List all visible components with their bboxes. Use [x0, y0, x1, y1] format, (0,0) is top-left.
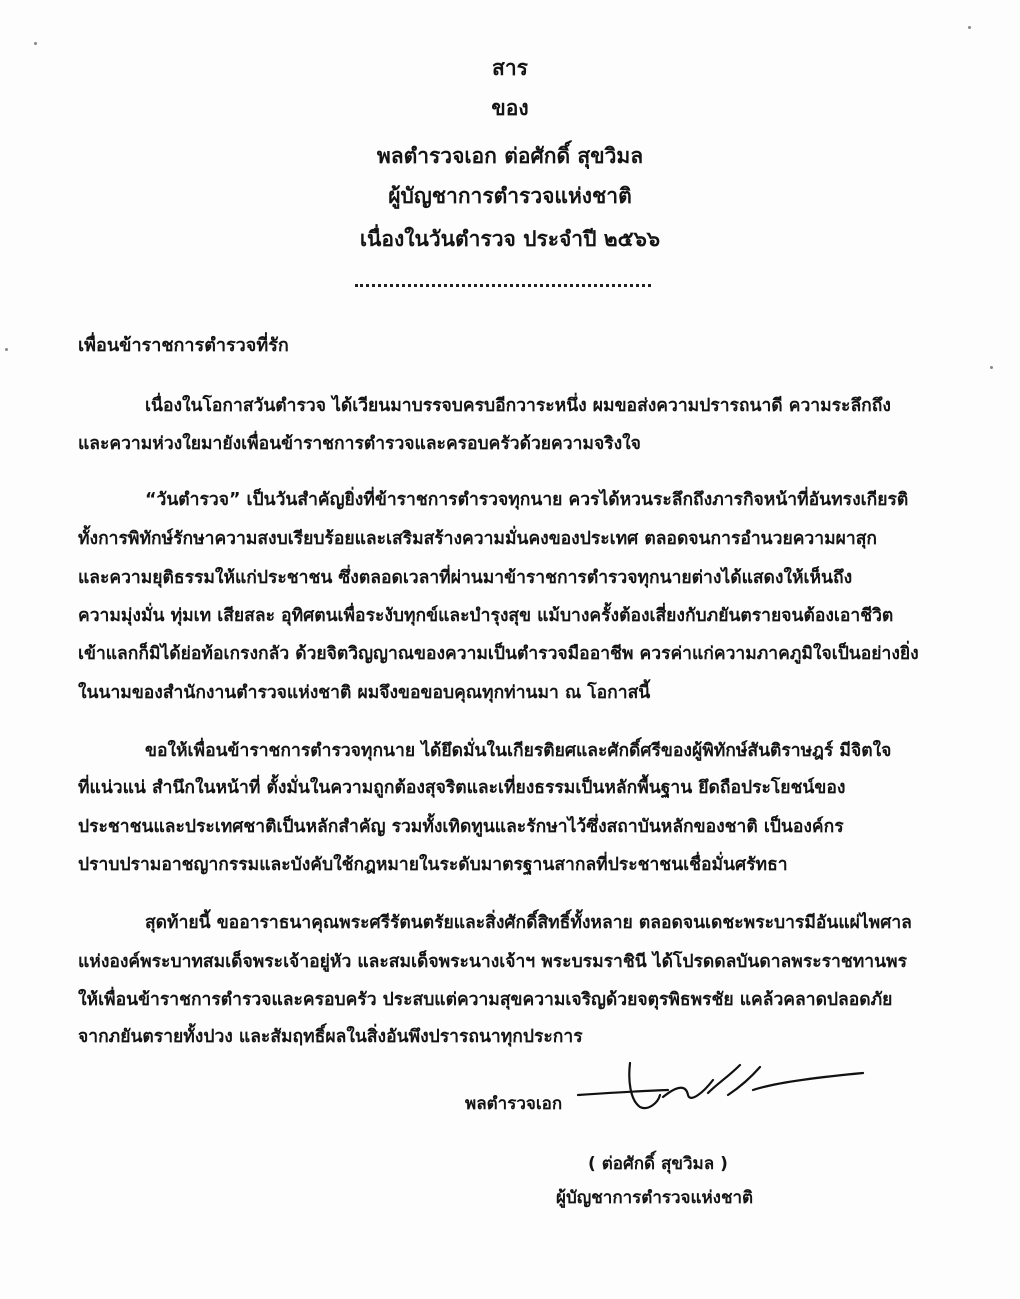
body-line: เนื่องในโอกาสวันตำรวจ ได้เวียนมาบรรจบครบอีกวาระหนึ่ง ผมขอส่งความปรารถนาดี ความระลึกถึง: [145, 396, 891, 416]
scan-speck: [990, 366, 993, 369]
body-line: แห่งองค์พระบาทสมเด็จพระเจ้าอยู่หัว และสมเด็จพระนางเจ้าฯ พระบรมราชินี ได้โปรดดลบันดาลพระราชทานพร: [78, 952, 907, 972]
handwritten-signature: [568, 1045, 868, 1135]
header-sender-name: พลตำรวจเอก ต่อศักดิ์ สุขวิมล: [376, 144, 644, 168]
body-line: และความยุติธรรมให้แก่ประชาชน ซึ่งตลอดเวลาที่ผ่านมาข้าราชการตำรวจทุกนายต่างได้แสดงให้เห็นถึง: [78, 568, 853, 588]
salutation: เพื่อนข้าราชการตำรวจที่รัก: [78, 335, 289, 356]
body-line: สุดท้ายนี้ ขออาราธนาคุณพระศรีรัตนตรัยและสิ่งศักดิ์สิทธิ์ทั้งหลาย ตลอดจนเดชะพระบารมีอันแผ่ไพศาล: [145, 913, 912, 933]
body-line: ให้เพื่อนข้าราชการตำรวจและครอบครัว ประสบแต่ความสุขความเจริญด้วยจตุรพิธพรชัย แคล้วคลาดปลอดภัย: [78, 990, 893, 1010]
body-line: และความห่วงใยมายังเพื่อนข้าราชการตำรวจและครอบครัวด้วยความจริงใจ: [78, 434, 641, 454]
body-line: ที่แน่วแน่ สำนึกในหน้าที่ ตั้งมั่นในความถูกต้องสุจริตและเที่ยงธรรมเป็นหลักพื้นฐาน ยึดถือประโยชน์ของ: [78, 778, 846, 798]
body-line: ทั้งการพิทักษ์รักษาความสงบเรียบร้อยและเสริมสร้างความมั่นคงของประเทศ ตลอดจนการอำนวยความผาสุก: [78, 529, 877, 549]
body-line: ขอให้เพื่อนข้าราชการตำรวจทุกนาย ได้ยึดมั่นในเกียรติยศและศักดิ์ศรีของผู้พิทักษ์สันติราษฎร์ มีจิตใจ: [145, 741, 892, 761]
body-line: เข้าแลกก็มิได้ย่อท้อเกรงกลัว ด้วยจิตวิญญาณของความเป็นตำรวจมืออาชีพ ควรค่าแก่ความภาคภูมิใจเป็นอย่างยิ่ง: [78, 644, 919, 664]
dotted-divider: [355, 284, 651, 287]
header-sender-position: ผู้บัญชาการตำรวจแห่งชาติ: [388, 184, 632, 208]
body-line: ปราบปรามอาชญากรรมและบังคับใช้กฎหมายในระดับมาตรฐานสากลที่ประชาชนเชื่อมั่นศรัทธา: [78, 855, 788, 875]
header-of: ของ: [491, 96, 529, 120]
body-line: จากภยันตรายทั้งปวง และสัมฤทธิ์ผลในสิ่งอันพึงปรารถนาทุกประการ: [78, 1027, 583, 1047]
header-title: สาร: [492, 56, 528, 80]
signature-name: ( ต่อศักดิ์ สุขวิมล ): [588, 1154, 728, 1174]
scan-speck: [5, 348, 8, 351]
body-line: ความมุ่งมั่น ทุ่มเท เสียสละ อุทิศตนเพื่อระงับทุกข์และบำรุงสุข แม้บางครั้งต้องเสี่ยงกับภยันตรายจนต้องเอาชีวิต: [78, 606, 894, 626]
scan-speck: [968, 26, 971, 29]
header-occasion: เนื่องในวันตำรวจ ประจำปี ๒๕๖๖: [359, 227, 661, 251]
scan-speck: [34, 42, 37, 45]
body-line: ในนามของสำนักงานตำรวจแห่งชาติ ผมจึงขอขอบคุณทุกท่านมา ณ โอกาสนี้: [78, 683, 651, 703]
body-line: ประชาชนและประเทศชาติเป็นหลักสำคัญ รวมทั้งเทิดทูนและรักษาไว้ซึ่งสถาบันหลักของชาติ เป็นองค์กร: [78, 817, 844, 837]
signature-rank: พลตำรวจเอก: [465, 1094, 563, 1114]
signature-position: ผู้บัญชาการตำรวจแห่งชาติ: [556, 1188, 754, 1208]
body-line: “วันตำรวจ” เป็นวันสำคัญยิ่งที่ข้าราชการตำรวจทุกนาย ควรได้หวนระลึกถึงภารกิจหน้าที่อันทรงเกียรติ: [145, 490, 909, 510]
